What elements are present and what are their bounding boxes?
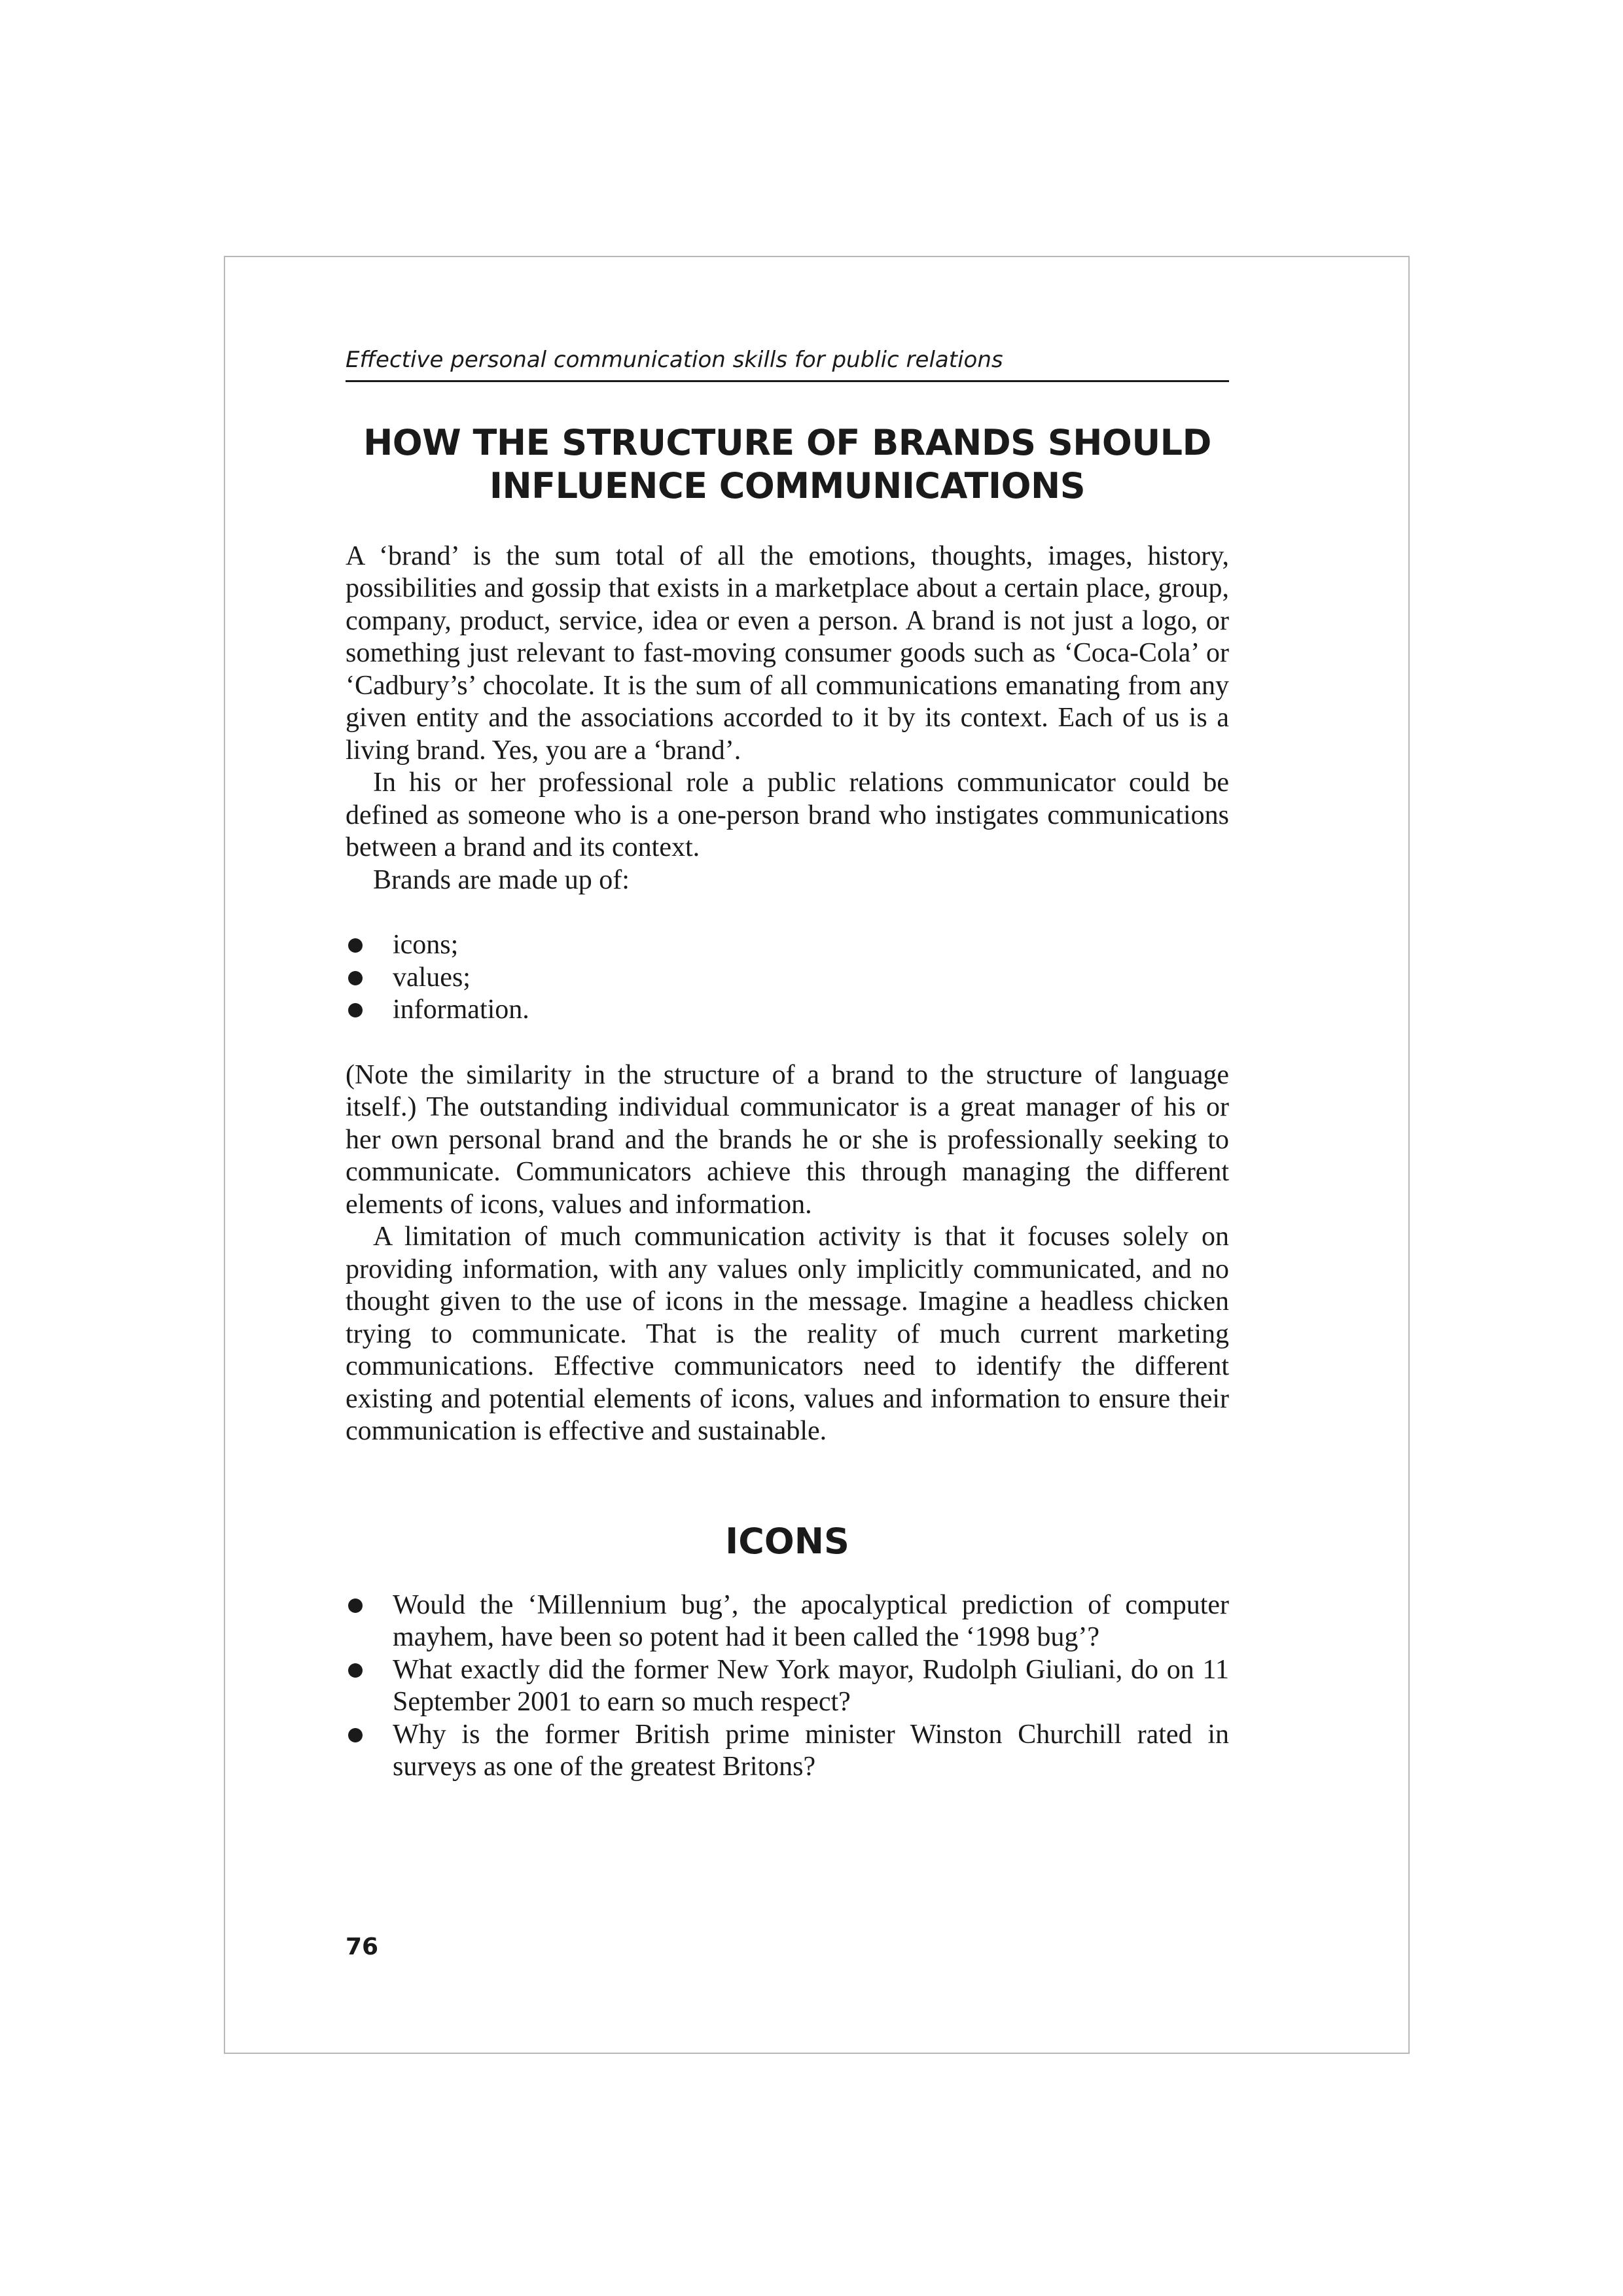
- bullet-icon: [348, 1663, 363, 1678]
- bullet-icon: [348, 1598, 363, 1613]
- icons-questions-list: [346, 1589, 1229, 1784]
- paragraph-note-similarity: (Note the similarity in the structure of a brand to the structure of language itself.) The outstanding individual communicator is a great manager of his or her own personal brand and the brands he or she is professionally seeking to communicate. Communicators achieve this through managing the different elements of icons, values and information.: [346, 1059, 1229, 1220]
- list-item: Why is the former British prime minister Winston Churchill rated in surveys as one of the greatest Britons?: [346, 1719, 1229, 1784]
- list-item: values;: [346, 962, 1229, 995]
- brand-elements-list: [346, 929, 1229, 1027]
- bullet-icon: [348, 971, 363, 985]
- list-item: What exactly did the former New York mayor, Rudolph Giuliani, do on 11 September 2001 to earn so much respect?: [346, 1654, 1229, 1719]
- bullet-icon: [348, 1003, 363, 1017]
- section-heading-brands: [346, 421, 1229, 508]
- paragraph-brand-definition: A ‘brand’ is the sum total of all the emotions, thoughts, images, history, possibilities and gossip that exists in a marketplace about a certain place, group, company, product, service, idea or even a person. A brand is not just a logo, or something just relevant to fast-moving consumer goods such as ‘Coca-Cola’ or ‘Cadbury’s’ chocolate. It is the sum of all communications emanating from any given entity and the associations accorded to it by its context. Each of us is a living brand. Yes, you are a ‘brand’.: [346, 540, 1229, 766]
- bullet-icon: [348, 938, 363, 953]
- paragraph-communicator-role: In his or her professional role a public relations communicator could be defined as someone who is a one-person brand who instigates communications between a brand and its context.: [346, 768, 1229, 863]
- bullet-icon: [348, 1728, 363, 1742]
- section-heading-icons: ICONS: [725, 1520, 849, 1562]
- list-item: icons;: [346, 929, 1229, 962]
- paragraph-brands-made-up: Brands are made up of:: [373, 864, 630, 895]
- paragraph-limitation: A limitation of much communication activity is that it focuses solely on providing information, with any values only implicitly communicated, and no thought given to the use of icons in the message. Imagine a headless chicken trying to communicate. That is the reality of much current marketing communications. Effective communicators need to identify the different existing and potential elements of icons, values and information to ensure their communication is effective and sustainable.: [346, 1222, 1229, 1447]
- heading-line-2: INFLUENCE COMMUNICATIONS: [489, 465, 1086, 506]
- page-number: 76: [346, 1934, 379, 1960]
- heading-line-1: HOW THE STRUCTURE OF BRANDS SHOULD: [363, 421, 1211, 463]
- running-head: Effective personal communication skills for public relations: [346, 347, 1229, 382]
- page-content: [346, 347, 1229, 1816]
- list-item: information.: [346, 994, 1229, 1027]
- list-item: Would the ‘Millennium bug’, the apocalyptical prediction of computer mayhem, have been so potent had it been called the ‘1998 bug’?: [346, 1589, 1229, 1654]
